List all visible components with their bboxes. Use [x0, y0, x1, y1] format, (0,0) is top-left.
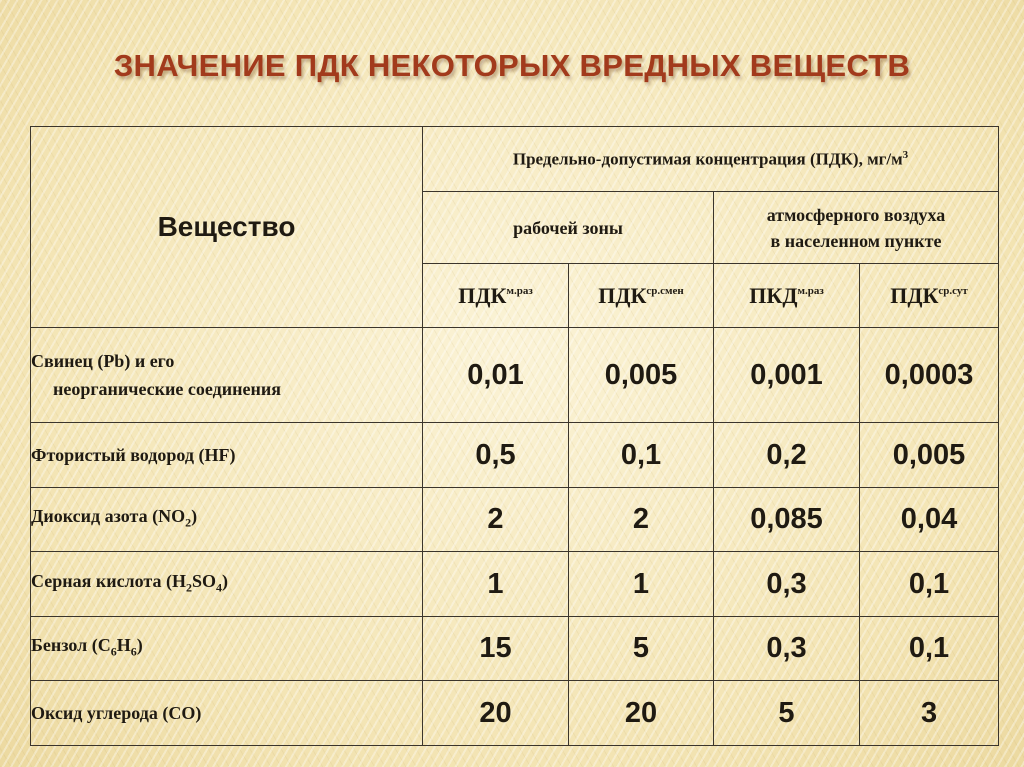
substance-name: Фтористый водород (HF) [31, 423, 423, 488]
value-cell: 5 [714, 681, 860, 746]
value-cell: 0,1 [860, 552, 999, 617]
header-sub-pkd-mraz: $ПКД^{м.раз}$ [714, 264, 860, 328]
header-sub-pdk-srsut: $ПДК^{ср.сут}$ [860, 264, 999, 328]
value-cell: 1 [569, 552, 714, 617]
table-row [31, 488, 999, 552]
header-pdk-main: Предельно-допустимая концентрация (ПДК), $мг/м^3$ [423, 127, 999, 192]
value-cell: 0,04 [860, 488, 999, 552]
header-sub-pdk-mraz: $ПДК^{м.раз}$ [423, 264, 569, 328]
header-air: атмосферного воздуха в населенном пункте [714, 192, 999, 264]
value-cell: 20 [423, 681, 569, 746]
header-substance: Вещество [31, 127, 423, 328]
value-cell: 0,085 [714, 488, 860, 552]
substance-name: Свинец (Pb) и его неорганические соединения [31, 328, 423, 423]
table-row [31, 617, 999, 681]
value-cell: 0,3 [714, 617, 860, 681]
value-cell: 20 [569, 681, 714, 746]
value-cell: 0,005 [569, 328, 714, 423]
table-row [31, 423, 999, 488]
table-row [31, 552, 999, 617]
value-cell: 0,1 [860, 617, 999, 681]
value-cell: 0,001 [714, 328, 860, 423]
value-cell: 0,3 [714, 552, 860, 617]
value-cell: 5 [569, 617, 714, 681]
table-row [31, 328, 999, 423]
value-cell: 2 [423, 488, 569, 552]
substance-name: Оксид углерода (CO) [31, 681, 423, 746]
value-cell: 0,2 [714, 423, 860, 488]
substance-name: Диоксид азота $(NO_2)$ [31, 488, 423, 552]
substance-name: Бензол $(C_6H_6)$ [31, 617, 423, 681]
value-cell: 1 [423, 552, 569, 617]
pdk-table [30, 126, 999, 746]
header-sub-pdk-srsmen: $ПДК^{ср.смен}$ [569, 264, 714, 328]
value-cell: 0,5 [423, 423, 569, 488]
slide-title: ЗНАЧЕНИЕ ПДК НЕКОТОРЫХ ВРЕДНЫХ ВЕЩЕСТВ [113, 48, 911, 83]
value-cell: 0,1 [569, 423, 714, 488]
value-cell: 0,005 [860, 423, 999, 488]
value-cell: 0,01 [423, 328, 569, 423]
table-row [31, 681, 999, 746]
value-cell: 2 [569, 488, 714, 552]
substance-name: Серная кислота $(H_2SO_4)$ [31, 552, 423, 617]
value-cell: 3 [860, 681, 999, 746]
value-cell: 15 [423, 617, 569, 681]
header-work-zone: рабочей зоны [423, 192, 714, 264]
value-cell: 0,0003 [860, 328, 999, 423]
